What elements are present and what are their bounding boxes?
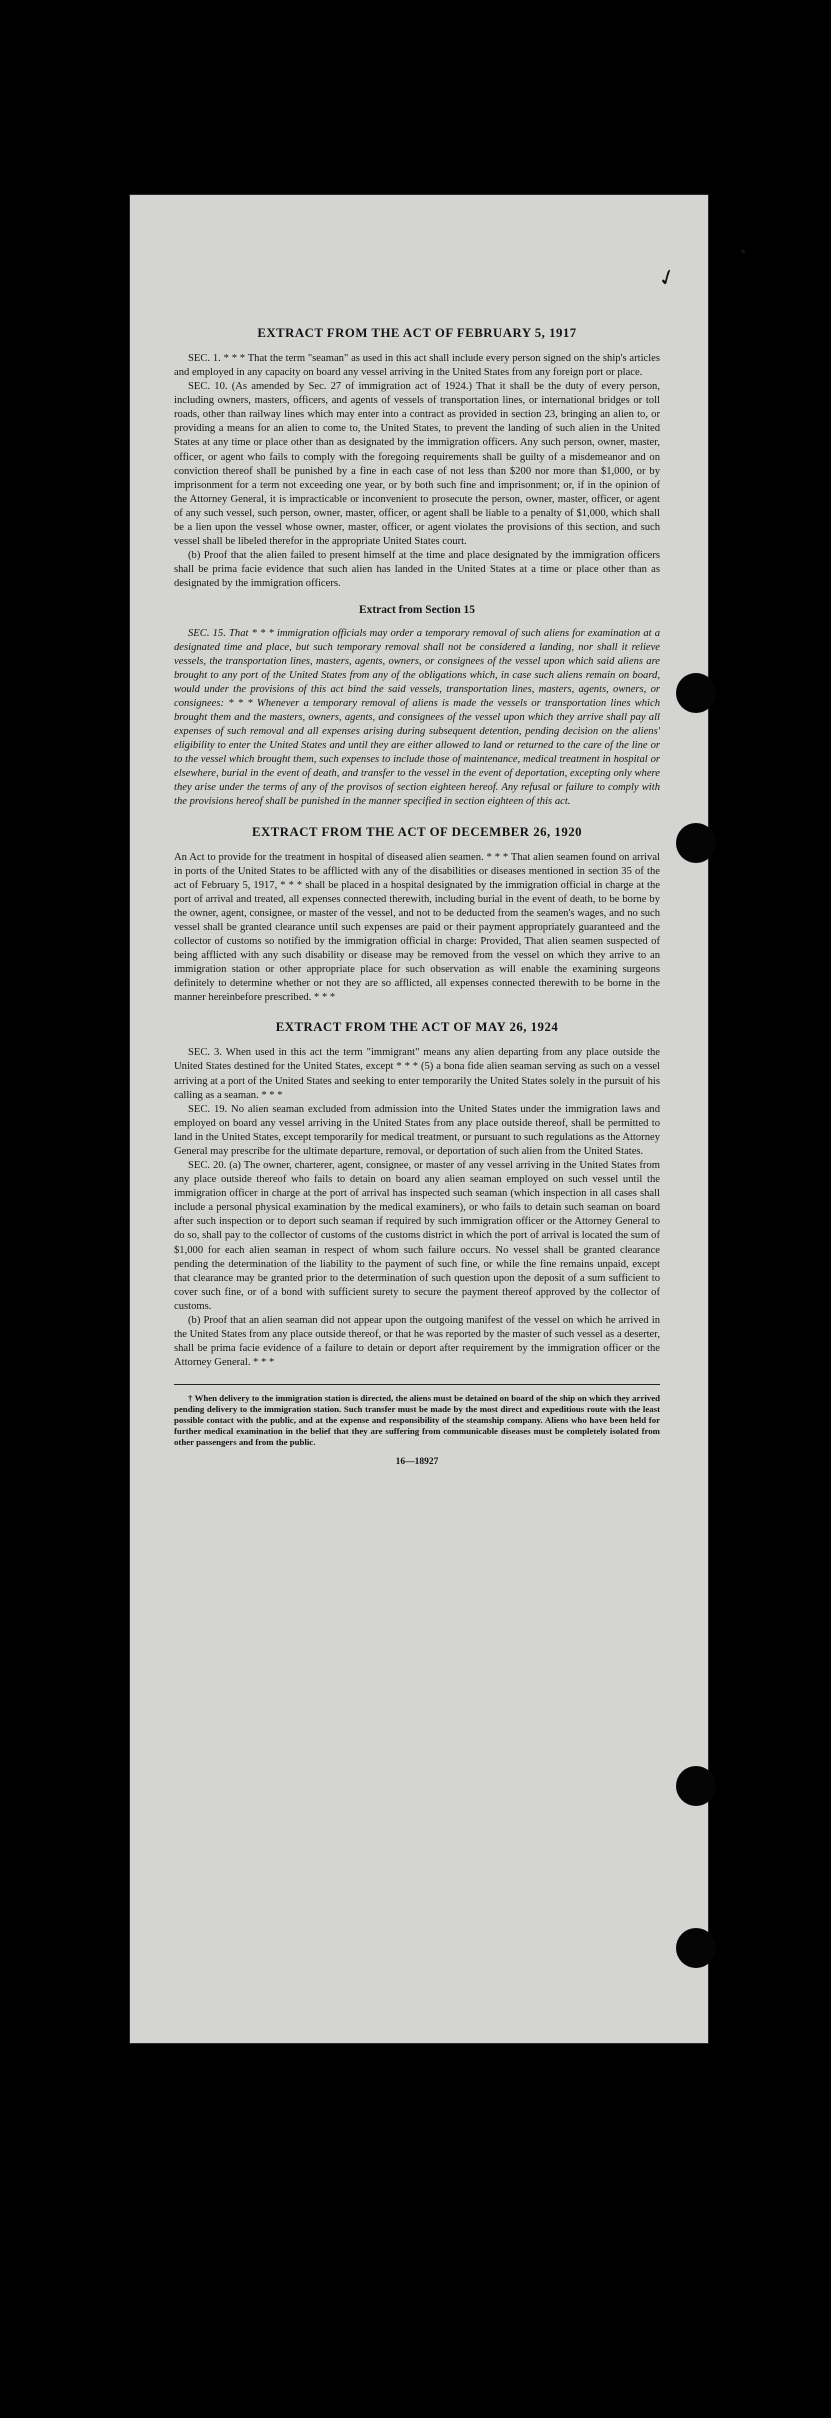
punch-hole (676, 673, 716, 713)
paragraph: SEC. 15. That * * * immigration officials may order a temporary removal of such aliens for examination at a designated time and place, but such temporary removal shall not be considered a landing, nor shall it relieve vessels, the transportation lines, masters, agents, owners, or consignees of the vessel upon which said aliens are brought to any port of the United States from any of the obligations which, in case such aliens remain on board, would under the provisions of this act bind the said vessels, transportation lines, masters, agents, owners, or consignees: * * * Whenever a temporary removal of aliens is made the vessels or transportation lines which brought them and the masters, owners, agents, and consignees of the vessel upon which they arrive shall pay all expenses of such removal and all expenses arising during subsequent detention, pending decision on the aliens' eligibility to enter the United States and until they are either allowed to land or returned to the care of the line or to the vessel which brought them, such expenses to include those of maintenance, medical treatment in hospital or elsewhere, burial in the event of death, and transfer to the vessel in the event of deportation, excepting only where they arise under the terms of any of the provisos of section eighteen hereof. Any refusal or failure to comply with the provisions hereof shall be punished in the manner specified in section eighteen of this act. (174, 627, 660, 808)
ink-dot-mark: ● (740, 246, 747, 257)
form-number: 16—18927 (395, 1457, 439, 1468)
paragraph: SEC. 1. * * * That the term "seaman" as used in this act shall include every person signed on the ship's articles and employed in any capacity on board any vessel arriving in the United States from any foreign port or place. (174, 353, 660, 379)
pencil-tick-mark: ✓ (654, 262, 680, 293)
section-heading: EXTRACT FROM THE ACT OF MAY 26, 1924 (275, 1020, 559, 1035)
paragraph: SEC. 10. (As amended by Sec. 27 of immigration act of 1924.) That it shall be the duty of every person, including owners, masters, officers, and agents of vessels of transportation lines, or international bridges or toll roads, other than railway lines which may enter into a contract as provided in section 23, bringing an alien to, or providing a means for an alien to come to, the United States, to prevent the landing of such alien in the United States at any time or place other than as designated by the immigration officers. Any such person, owner, master, officer, or agent who fails to comply with the foregoing requirements shall be guilty of a misdemeanor and on conviction thereof shall be punished by a fine in each case of not less than $200 nor more than $1,000, or by imprisonment for a term not exceeding one year, or by both such fine and imprisonment; or, if in the opinion of the Attorney General, it is impracticable or inconvenient to prosecute the person, owner, master, officer, or agent of any such vessel, such person, owner, master, officer, or agent shall be liable to a penalty of $1,000, which shall be a lien upon the vessel whose owner, master, officer, or agent violates the provisions of this section, and such vessel shall be libeled therefor in the appropriate United States court. (174, 381, 660, 548)
footnote-divider (174, 1384, 660, 1385)
punch-hole (676, 823, 716, 863)
footnote: † When delivery to the immigration station is directed, the aliens must be detained on board of the ship on which they arrived pending delivery to the immigration station. Such transfer must be made by the most direct and expeditious route with the least possible contact with the public, and at the expense and responsibility of the steamship company. Aliens who have been held for further medical examination in the belief that they are suffering from communicable diseases must be completely isolated from other passengers and from the public. (174, 1393, 660, 1448)
section-heading: EXTRACT FROM THE ACT OF FEBRUARY 5, 1917 (257, 326, 577, 340)
paragraph: SEC. 19. No alien seaman excluded from admission into the United States under the immigration laws and employed on board any vessel arriving in the United States from any place outside thereof, shall be permitted to land in the United States, except temporarily for medical treatment, or pursuant to such regulations as the Attorney General may prescribe for the ultimate departure, removal, or deportation of such alien from the United States. (174, 1103, 660, 1157)
subsection-heading: Extract from Section 15 (359, 604, 475, 617)
punch-hole (676, 1928, 716, 1968)
document-page (130, 195, 747, 2043)
paragraph: An Act to provide for the treatment in hospital of diseased alien seamen. * * * That alien seamen found on arrival in ports of the United States to be afflicted with any of the disabilities or diseases mentioned in section 35 of the act of February 5, 1917, * * * shall be placed in a hospital designated by the immigration official in charge at the port of arrival and treated, all expenses connected therewith, including burial in the event of death, to be borne by the owner, agent, consignee, or master of the vessel, and not to be deducted from the seamen's wages, and no such vessel shall be granted clearance until such expenses are paid or their payment appropriately guaranteed and the collector of customs so notified by the immigration official in charge: Provided, That alien seamen suspected of being afflicted with any such disability or disease may be removed from the vessel on which they arrive to an immigration station or other appropriate place for such observation as will enable the examining surgeons definitely to determine whether or not they are so afflicted, all expenses connected therewith to be borne in the manner hereinbefore prescribed. * * * (174, 851, 660, 1004)
paragraph: (b) Proof that an alien seaman did not appear upon the outgoing manifest of the vessel on which he arrived in the United States from any place outside thereof, or that he was reported by the master of such vessel as a deserter, shall be prima facie evidence of a failure to detain or deport after requirement by the immigration officer or the Attorney General. * * * (174, 1314, 660, 1369)
paragraph: SEC. 20. (a) The owner, charterer, agent, consignee, or master of any vessel arriving in the United States from any place outside thereof who fails to detain on board any alien seaman employed on such vessel until the immigration officer in charge at the port of arrival has inspected such seaman (which inspection in all cases shall include a personal physical examination by the medical examiners), or who fails to detain such seaman on board after such inspection or to deport such seaman if required by such immigration officer or the Attorney General to do so, shall pay to the collector of customs of the customs district in which the port of arrival is located the sum of $1,000 for each alien seaman in respect of whom such failure occurs. No vessel shall be granted clearance pending the determination of the liability to the payment of such fine, or while the fine remains unpaid, except that clearance may be granted prior to the determination of such question upon the deposit of a sum sufficient to cover such fine, or of a bond with sufficient surety to secure the payment thereof approved by the collector of customs. (174, 1160, 660, 1312)
paragraph: SEC. 3. When used in this act the term "immigrant" means any alien departing from any place outside the United States destined for the United States, except * * * (5) a bona fide alien seaman serving as such on a vessel arriving at a port of the United States and seeking to enter temporarily the United States solely in the pursuit of his calling as a seaman. * * * (174, 1047, 660, 1101)
punch-hole (676, 1766, 716, 1806)
document-text (174, 325, 660, 1469)
paragraph: (b) Proof that the alien failed to present himself at the time and place designated by the immigration officers shall be prima facie evidence that such alien has landed in the United States at a time or place other than as designated by the immigration officers. (174, 550, 660, 590)
section-heading: EXTRACT FROM THE ACT OF DECEMBER 26, 1920 (251, 824, 583, 839)
